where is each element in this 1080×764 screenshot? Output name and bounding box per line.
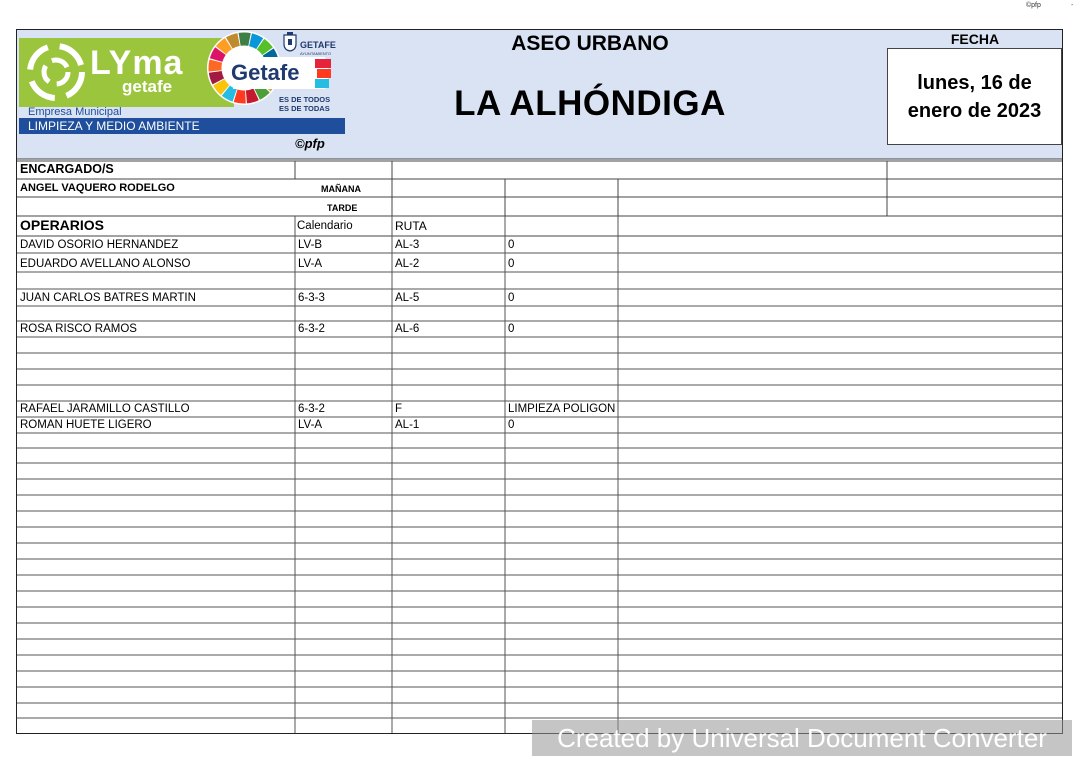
lyma-wordmark: LYma — [90, 44, 184, 82]
shift-manana: MAÑANA — [321, 184, 361, 194]
operario-calendario: 6-3-3 — [298, 292, 325, 304]
location-title: LA ALHÓNDIGA — [454, 84, 726, 123]
empresa-municipal-text: Empresa Municipal — [28, 106, 122, 118]
operario-extra: 0 — [508, 258, 515, 270]
operario-name: ROSA RISCO RAMOS — [20, 323, 137, 335]
sheet-border — [16, 29, 1063, 734]
operario-calendario: LV-A — [298, 258, 323, 270]
page-credit: ©pfp — [1026, 2, 1041, 9]
page-title: ASEO URBANO — [511, 32, 669, 55]
es-de-todas-text: ES DE TODAS — [279, 104, 330, 113]
operario-name: EDUARDO AVELLANO ALONSO — [20, 258, 191, 270]
operario-calendario: LV-A — [298, 419, 323, 431]
operario-name: ROMAN HUETE LIGERO — [20, 419, 152, 431]
operario-ruta: AL-3 — [395, 239, 420, 251]
operarios-label: OPERARIOS — [20, 217, 105, 233]
encargado-name: ANGEL VAQUERO RODELGO — [20, 182, 175, 194]
date-value: lunes, 16 de enero de 2023 — [907, 71, 1042, 122]
operario-calendario: LV-B — [298, 239, 323, 251]
col-calendario: Calendario — [297, 220, 353, 232]
header-credit: ©pfp — [295, 136, 325, 151]
operario-extra: 0 — [508, 419, 515, 431]
operario-name: RAFAEL JARAMILLO CASTILLO — [20, 403, 190, 415]
getafe-heading-small: GETAFE — [300, 40, 336, 50]
operario-ruta: AL-5 — [395, 292, 420, 304]
operario-extra: 0 — [508, 239, 515, 251]
operario-extra: LIMPIEZA POLIGON — [508, 403, 616, 415]
shift-tarde: TARDE — [327, 203, 358, 213]
encargados-label: ENCARGADO/S — [20, 162, 114, 176]
date-label: FECHA — [950, 31, 1000, 47]
es-de-todos-text: ES DE TODOS — [279, 95, 331, 104]
col-ruta: RUTA — [395, 219, 427, 233]
watermark: Created by Universal Document Converter — [532, 720, 1072, 756]
operario-ruta: AL-2 — [395, 258, 420, 270]
limpieza-text: LIMPIEZA Y MEDIO AMBIENTE — [28, 119, 200, 133]
getafe-wordmark: Getafe — [231, 60, 300, 85]
operario-ruta: F — [395, 403, 403, 415]
operario-extra: 0 — [508, 323, 515, 335]
operario-ruta: AL-6 — [395, 323, 420, 335]
ayuntamiento-text: AYUNTAMIENTO — [300, 51, 332, 56]
lyma-subtitle: getafe — [122, 77, 173, 96]
operario-calendario: 6-3-2 — [298, 323, 325, 335]
operario-name: JUAN CARLOS BATRES MARTIN — [20, 292, 196, 304]
operario-name: DAVID OSORIO HERNANDEZ — [20, 239, 179, 251]
operario-calendario: 6-3-2 — [298, 403, 325, 415]
page-dash: - — [1071, 2, 1074, 9]
operario-extra: 0 — [508, 292, 515, 304]
operario-ruta: AL-1 — [395, 419, 420, 431]
